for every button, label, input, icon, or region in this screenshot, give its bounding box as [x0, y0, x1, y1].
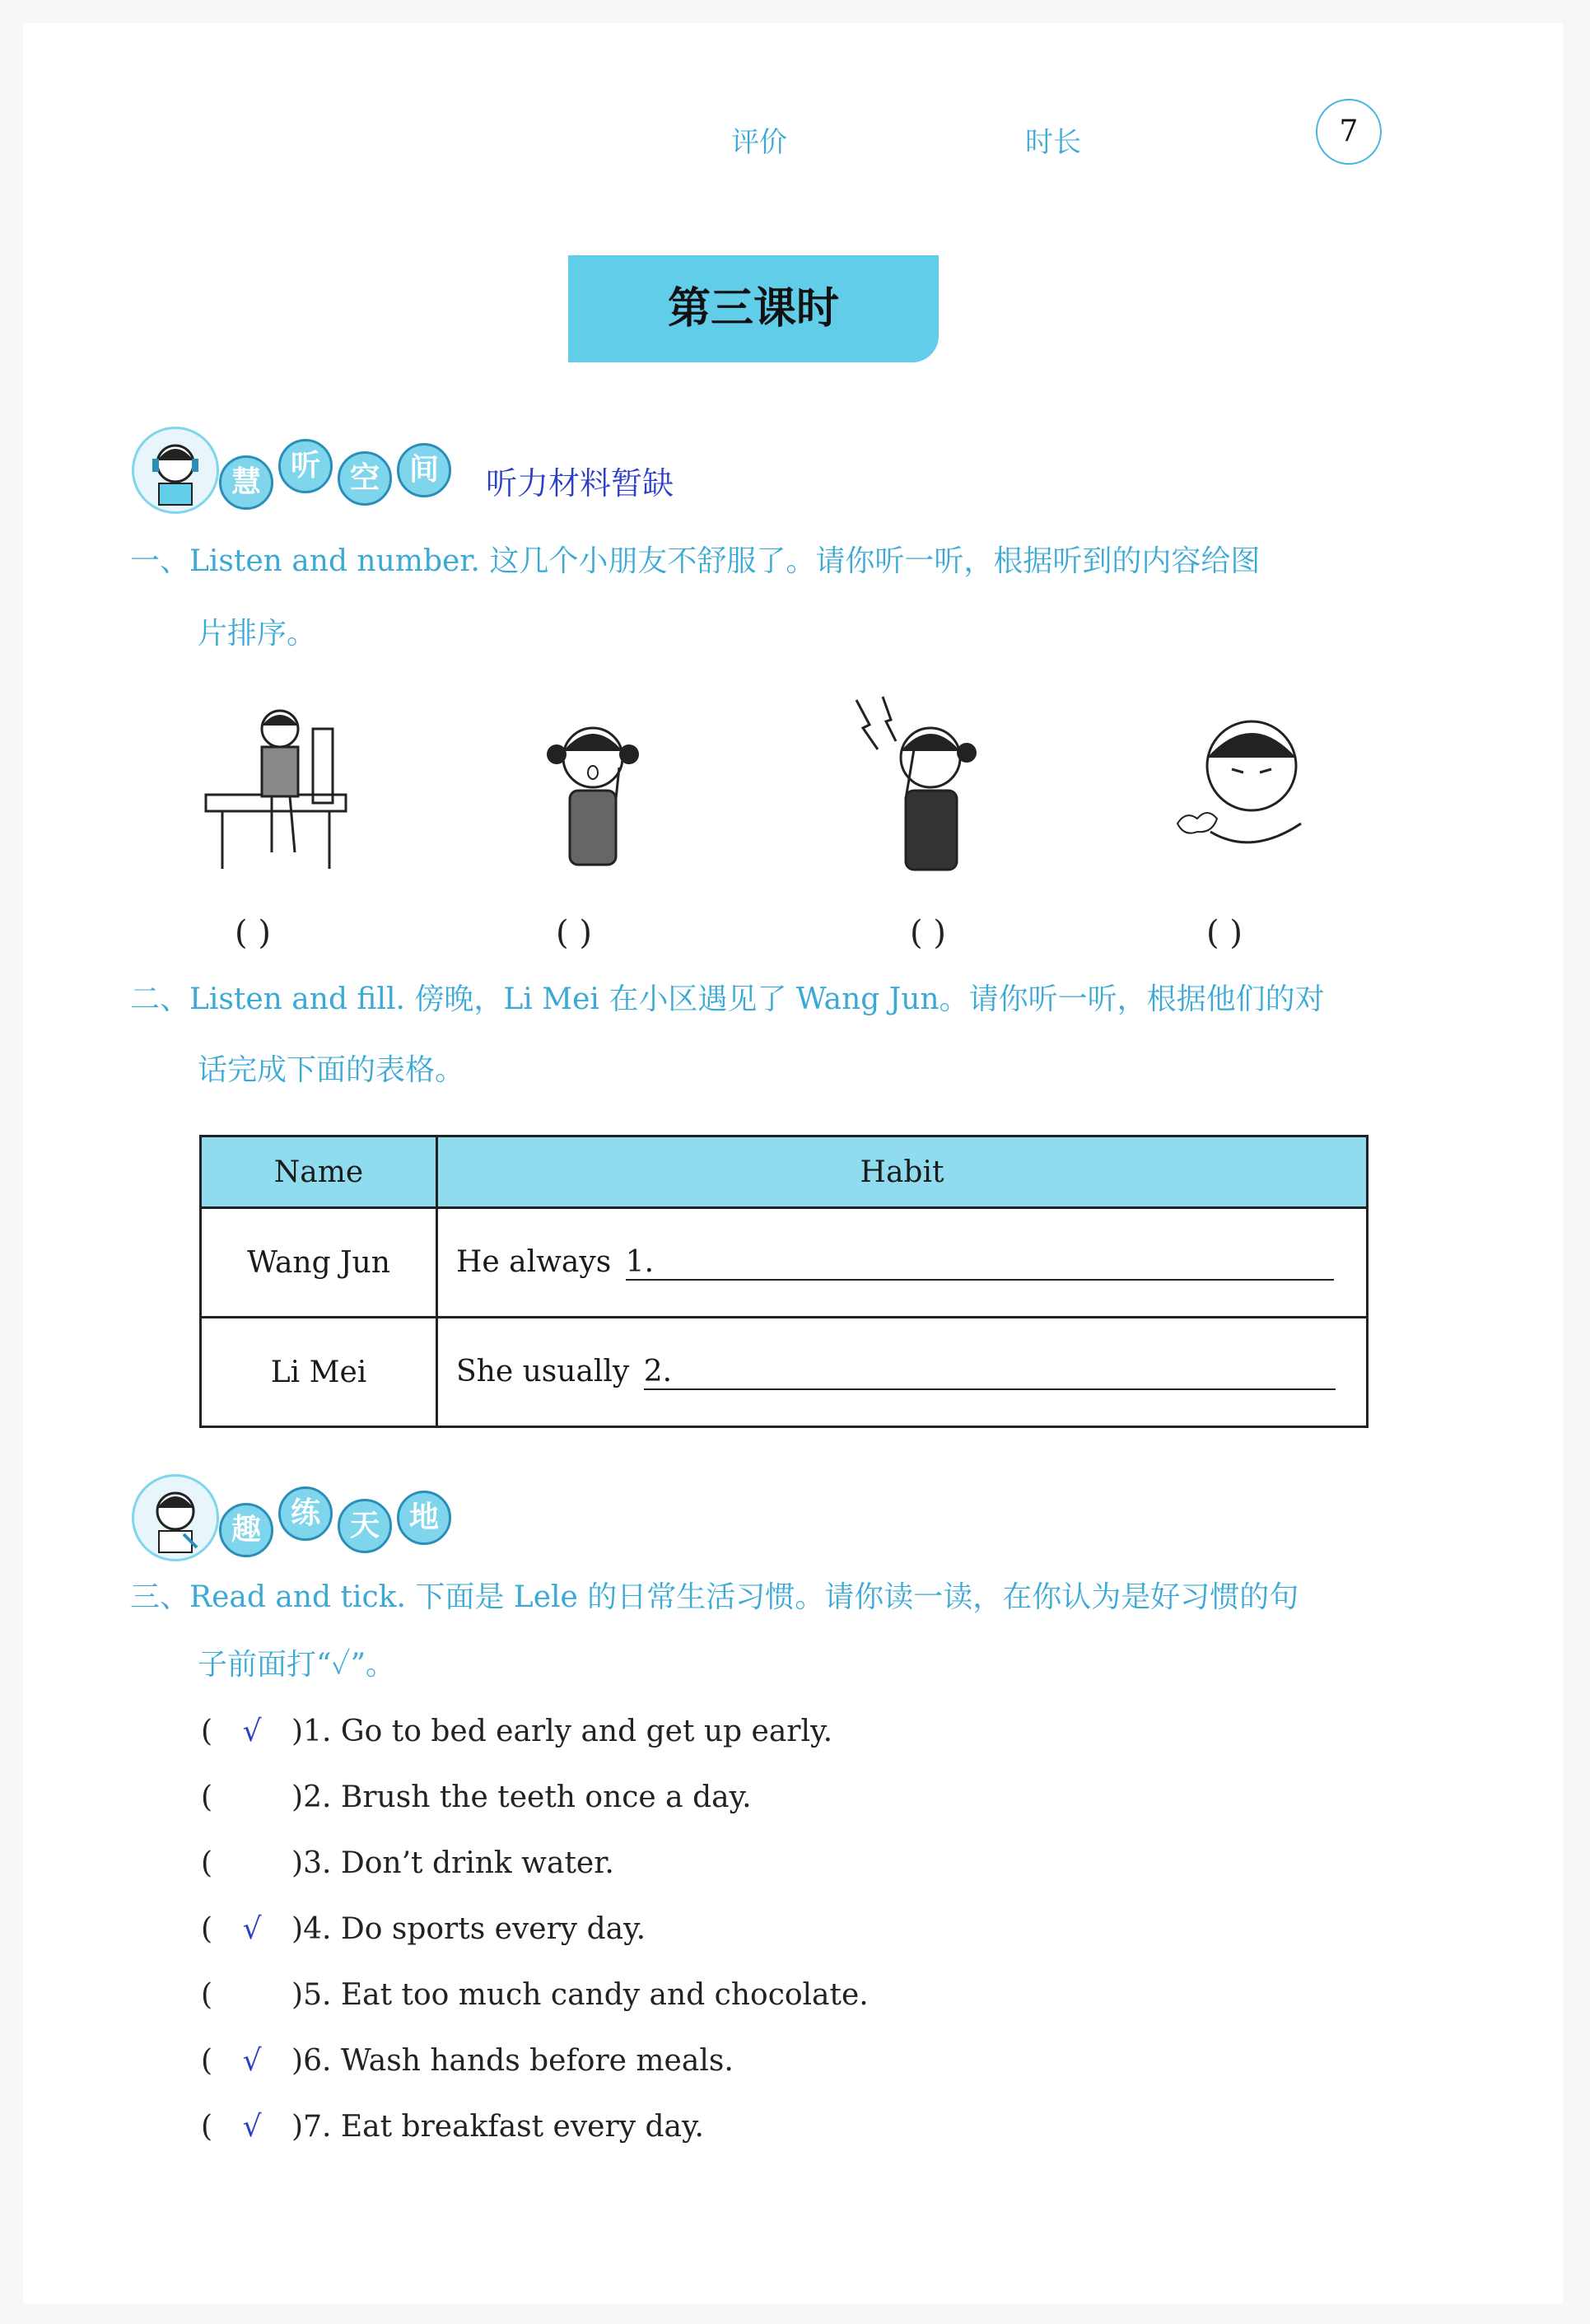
habit-cell [437, 1318, 1368, 1427]
tick-item[interactable]: ( √ )6. Wash hands before meals. [201, 2044, 734, 2078]
blank-number: 1. [625, 1244, 655, 1279]
section-badge-practice [132, 1474, 456, 1561]
tick-item-text: )4. Do sports every day. [291, 1912, 646, 1946]
tick-mark: √ [242, 2044, 262, 2078]
tick-item[interactable]: ( √ )7. Eat breakfast every day. [201, 2110, 704, 2144]
tick-item-text: )2. Brush the teeth once a day. [291, 1780, 752, 1814]
table-header-name: Name [201, 1136, 437, 1208]
badge-char: 慧 [219, 455, 273, 510]
badge-char: 练 [278, 1486, 333, 1541]
table-header-habit: Habit [437, 1136, 1368, 1208]
badge-char: 趣 [219, 1503, 273, 1557]
table-row [201, 1318, 1368, 1427]
answer-paren[interactable]: ( ) [235, 914, 271, 952]
listening-note: 听力材料暂缺 [486, 465, 674, 502]
tick-item[interactable]: ( √ )4. Do sports every day. [201, 1912, 646, 1946]
answer-paren[interactable]: ( ) [556, 914, 592, 952]
tick-item-text: )3. Don’t drink water. [291, 1846, 614, 1880]
badge-char: 地 [397, 1491, 451, 1545]
tick-item-text: )7. Eat breakfast every day. [291, 2110, 704, 2144]
boy-coughing-icon [1161, 700, 1334, 868]
tick-item[interactable]: ( √ )1. Go to bed early and get up early. [201, 1715, 833, 1748]
blank-number: 2. [643, 1354, 673, 1388]
habit-table [199, 1135, 1369, 1428]
tick-mark: √ [242, 1715, 262, 1748]
badge-char: 听 [278, 439, 333, 493]
girl-headache-icon [840, 684, 1005, 884]
answer-blank-2[interactable] [644, 1355, 1336, 1390]
row-name: Wang Jun [201, 1208, 437, 1318]
habit-prefix: He always [456, 1244, 612, 1279]
tick-item[interactable]: ( )2. Brush the teeth once a day. [201, 1780, 752, 1814]
tick-item-text: )5. Eat too much candy and chocolate. [291, 1978, 869, 2012]
question-1-line-1: 一、Listen and number. 这几个小朋友不舒服了。请你听一听，根据听到的内容给图 [130, 544, 1261, 578]
page-number: 7 [1316, 99, 1382, 165]
row-name: Li Mei [201, 1318, 437, 1427]
question-2-line-1: 二、Listen and fill. 傍晚，Li Mei 在小区遇见了 Wang Jun。请你听一听，根据他们的对 [130, 982, 1325, 1016]
answer-paren[interactable]: ( ) [910, 914, 946, 952]
badge-char: 空 [338, 451, 392, 506]
badge-char: 间 [397, 443, 451, 497]
rating-label: 评价 [731, 126, 787, 159]
question-3-line-2: 子前面打“✓”。 [198, 1648, 396, 1682]
tick-mark: √ [242, 2110, 262, 2144]
question-2-line-2: 话完成下面的表格。 [198, 1053, 465, 1087]
tick-mark: √ [242, 1912, 262, 1946]
habit-cell [437, 1208, 1368, 1318]
duration-label: 时长 [1025, 126, 1081, 159]
badge-char: 天 [338, 1499, 392, 1553]
lesson-title: 第三课时 [568, 255, 939, 362]
tick-item-text: )1. Go to bed early and get up early. [291, 1715, 833, 1748]
tick-item[interactable]: ( )3. Don’t drink water. [201, 1846, 614, 1880]
question-1-line-2: 片排序。 [198, 617, 317, 651]
table-row [201, 1208, 1368, 1318]
tick-item[interactable]: ( )5. Eat too much candy and chocolate. [201, 1978, 869, 2012]
answer-blank-1[interactable] [626, 1245, 1334, 1281]
section-badge-listening [132, 427, 456, 514]
answer-paren[interactable]: ( ) [1206, 914, 1243, 952]
habit-prefix: She usually [456, 1354, 630, 1388]
question-3-line-1: 三、Read and tick. 下面是 Lele 的日常生活习惯。请你读一读，在你认为是好习惯的句 [130, 1580, 1299, 1614]
tick-item-text: )6. Wash hands before meals. [291, 2044, 734, 2078]
tired-boy-on-bench-icon [189, 696, 362, 880]
boy-writing-icon [132, 1474, 219, 1561]
girl-toothache-icon [527, 708, 659, 884]
boy-with-headphones-icon [132, 427, 219, 514]
